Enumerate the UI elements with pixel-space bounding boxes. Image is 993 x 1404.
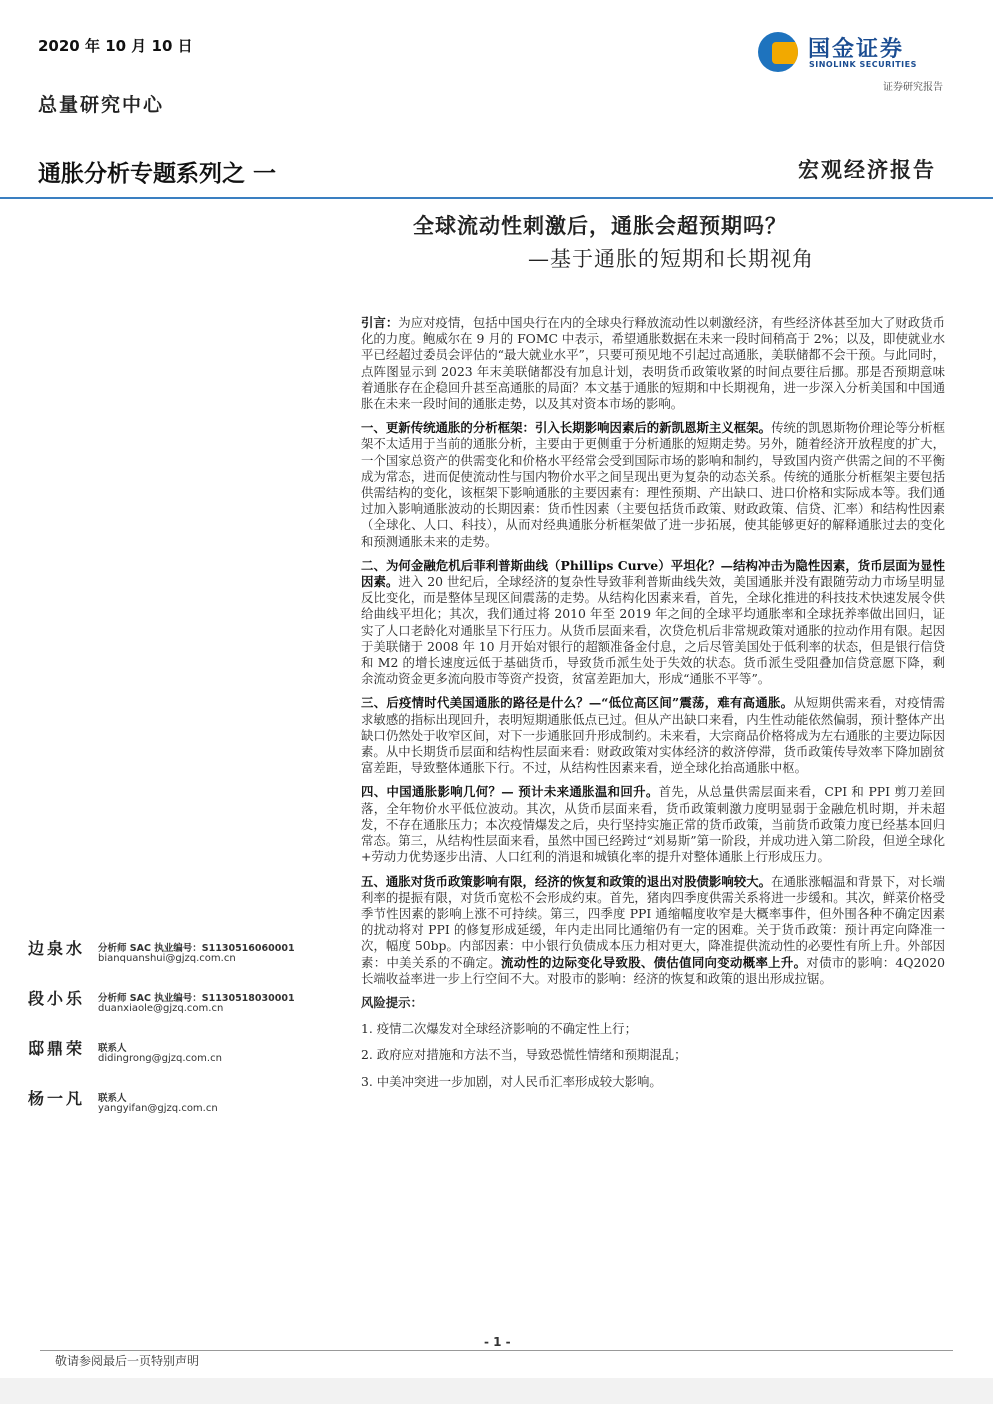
company-logo	[758, 30, 948, 76]
section-3-paragraph	[361, 695, 945, 776]
section-4-paragraph	[361, 784, 945, 865]
risk-item: 2. 政府应对措施和方法不当，导致恐慌性情绪和预期混乱；	[361, 1047, 687, 1063]
analyst-role: 联系人	[98, 1093, 127, 1104]
intro-paragraph	[361, 315, 945, 412]
analyst-entry	[28, 1034, 338, 1084]
logo-emblem-icon	[758, 32, 798, 72]
page-number: - 1 -	[484, 1335, 511, 1349]
analyst-entry	[28, 934, 338, 984]
section-2-text: 进入 20 世纪后，全球经济的复杂性导致菲利普斯曲线失效，美国通胀并没有跟随劳动力市场呈明显反比变化，而是整体呈现区间震荡的走势。从结构化因素来看，首先，全球化推进的科技技术快速发展令供给曲线平坦化；其次，我们通过将 2010 年至 2019 年之间的全球平均通胀率和全球抚养率做出回归，证实了人口老龄化对通胀呈下行压力。从货币层面来看，次贷危机后非常规政策对通胀的拉动作用有限。起因于美联储于 2008 年 10 月开始对银行的超额准备金付息，之后尽管美国处于低利率的状态，但是银行信贷和 M2 的增长速度远低于基础货币，导致货币派生处于失效的状态。货币派生受阻叠加信贷意愿下降，剩余流动资金更多流向股市等资产投资，贫富差距加大，形成“通胀不平等”。	[361, 574, 945, 687]
analyst-entry	[28, 984, 338, 1034]
risk-item: 1. 疫情二次爆发对全球经济影响的不确定性上行；	[361, 1021, 637, 1037]
analyst-entry	[28, 1084, 338, 1134]
section-5-heading: 五、通胀对货币政策影响有限，经济的恢复和政策的退出对股债影响较大。	[361, 873, 772, 889]
analyst-email[interactable]: yangyifan@gjzq.com.cn	[98, 1103, 218, 1114]
risk-item: 3. 中美冲突进一步加剧，对人民币汇率形成较大影响。	[361, 1073, 662, 1089]
logo-text-en: SINOLINK SECURITIES	[809, 60, 917, 69]
department-name: 总量研究中心	[38, 94, 165, 116]
analyst-name: 杨一凡	[28, 1089, 86, 1108]
risk-heading: 风险提示：	[361, 994, 423, 1010]
section-5-text: 在通胀涨幅温和背景下，对长端利率的提振有限，对货币宽松不会形成约束。首先，猪肉四季度供需关系将进一步缓和。其次，鲜菜价格受季节性因素的影响上涨不可持续。第三，四季度 PPI 通缩幅度收窄是大概率事件，但外围各种不确定因素的扰动将对 PPI 的修复形成延缓，年内走出同比通缩仍有一定的困难。关于货币政策：预计再定向降准一次，幅度 50bp。内部因素：中小银行负债成本压力相对更大，降准提供流动性的必要性有所上升。外部因素：中美关系的不确定。	[361, 873, 946, 970]
report-date: 2020 年 10 月 10 日	[38, 37, 193, 55]
intro-text: 为应对疫情，包括中国央行在内的全球央行释放流动性以刺激经济，有些经济体甚至加大了财政货币化的力度。鲍威尔在 9 月的 FOMC 中表示，希望通胀数据在未来一段时间稍高于 2%；以及，即使就业水平已经超过委员会评估的“最大就业水平”，只要可预见地不引起过高通胀，美联储都不会干预。与此同时，点阵图显示到 2023 年末美联储都没有加息计划，表明货币政策收紧的时间点要往后挪。那是否预期意味着通胀存在企稳回升甚至高通胀的局面？本文基于通胀的短期和中长期视角，进一步深入分析美国和中国通胀在未来一段时间的通胀走势，以及其对资本市场的影响。	[361, 315, 946, 412]
analyst-list	[28, 934, 338, 1134]
footer-disclaimer: 敬请参阅最后一页特别声明	[55, 1354, 200, 1368]
section-1-heading: 一、更新传统通胀的分析框架：引入长期影响因素后的新凯恩斯主义框架。	[361, 420, 772, 436]
section-5-highlight: 流动性的边际变化导致股、债估值同向变动概率上升。	[500, 954, 807, 970]
analyst-email[interactable]: didingrong@gjzq.com.cn	[98, 1053, 222, 1064]
analyst-role: 联系人	[98, 1043, 127, 1054]
section-4-heading: 四、中国通胀影响几何？— 预计未来通胀温和回升。	[361, 784, 659, 800]
intro-lead: 引言：	[361, 315, 399, 330]
section-2-heading: 二、为何金融危机后菲利普斯曲线（Phillips Curve）平坦化？—结构冲击为隐性因素，货币层面为显性因素。	[361, 557, 945, 590]
section-1-paragraph	[361, 420, 945, 550]
analyst-name: 边泉水	[28, 939, 86, 958]
footer-band	[0, 1378, 993, 1404]
analyst-role: 分析师 SAC 执业编号：S1130518030001	[98, 993, 295, 1004]
logo-text-cn: 国金证券	[808, 37, 905, 62]
section-5-text-2: 对债市的影响：4Q2020 长端收益率进一步上行空间不大。对股市的影响：经济的恢复和政策的退出形成拉锯。	[361, 954, 946, 986]
report-subtitle: —基于通胀的短期和长期视角	[528, 247, 814, 271]
series-title: 通胀分析专题系列之 一	[38, 161, 277, 187]
analyst-role: 分析师 SAC 执业编号：S1130516060001	[98, 943, 295, 954]
header-divider	[0, 197, 993, 199]
analyst-name: 邸鼎荣	[28, 1039, 86, 1058]
section-5-paragraph	[361, 874, 945, 987]
report-summary	[361, 315, 945, 1100]
section-4-text: 首先，从总量供需层面来看，CPI 和 PPI 剪刀差回落，全年物价水平低位波动。其次，从货币层面来看，货币政策刺激力度明显弱于金融危机时期，并未超发，不存在通胀压力；本次疫情爆发之后，央行坚持实施正常的货币政策，当前货币政策力度已经基本回归常态。第三，从结构性层面来看，虽然中国已经跨过“刘易斯”第一阶段，并成功进入第二阶段，但逆全球化+劳动力优势逐步出清、人口红利的消退和城镇化率的提升对整体通胀上行形成压力。	[361, 784, 945, 865]
section-3-text: 从短期供需来看，对疫情需求敏感的指标出现回升，表明短期通胀低点已过。但从产出缺口来看，内生性动能依然偏弱，预计整体产出缺口仍然处于收窄区间，对下一步通胀回升形成制约。未来看，大宗商品价格将成为左右通胀的主要边际因素。从中长期货币层面和结构性层面来看：财政政策对实体经济的救济停滞，货币政策传导效率下降加剧贫富差距，导致整体通胀下行。不过，从结构性因素来看，逆全球化抬高通胀中枢。	[361, 695, 946, 776]
section-1-text: 传统的凯恩斯物价理论等分析框架不太适用于当前的通胀分析，主要由于更侧重于分析通胀的短期走势。另外，随着经济开放程度的扩大，一个国家总资产的供需变化和价格水平经常会受到国际市场的影响和制约，导致国内资产供需之间的不平衡成为常态，进而促使流动性与国内物价水平之间呈现出更为复杂的动态关系。传统的通胀分析框架主要包括供需结构的变化，该框架下影响通胀的主要因素有：理性预期、产出缺口、进口价格和实际成本等。我们通过加入影响通胀波动的长期因素：货币性因素（主要包括货币政策、财政政策、信贷、汇率）和结构性因素（全球化、人口、科技），从而对经典通胀分析框架做了进一步拓展，使其能够更好的解释通胀过去的变化和预测通胀未来的走势。	[361, 420, 946, 549]
analyst-name: 段小乐	[28, 989, 86, 1008]
section-2-paragraph	[361, 558, 945, 688]
analyst-email[interactable]: duanxiaole@gjzq.com.cn	[98, 1003, 224, 1014]
report-title: 全球流动性刺激后，通胀会超预期吗？	[413, 213, 787, 238]
section-3-heading: 三、后疫情时代美国通胀的路径是什么？—“低位高区间”震荡，难有高通胀。	[361, 695, 794, 711]
doc-type-label: 证券研究报告	[883, 82, 943, 93]
analyst-email[interactable]: bianquanshui@gjzq.com.cn	[98, 953, 236, 964]
footer-divider	[40, 1350, 953, 1351]
report-category: 宏观经济报告	[798, 157, 936, 182]
